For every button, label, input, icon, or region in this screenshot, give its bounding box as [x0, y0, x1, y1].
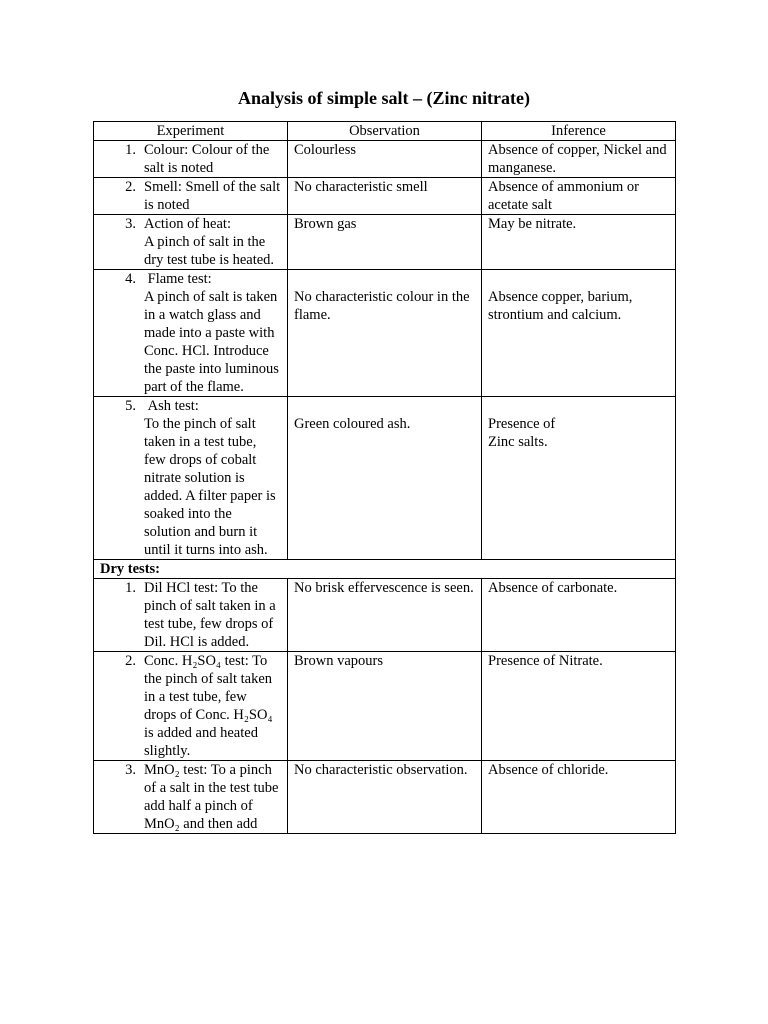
experiment-text	[144, 652, 283, 760]
experiment-content	[100, 761, 283, 833]
experiment-content	[100, 215, 283, 269]
inference-text: May be nitrate.	[488, 216, 577, 232]
header-observation: Observation	[288, 122, 482, 141]
observation-cell	[288, 397, 482, 560]
experiment-text	[144, 141, 283, 177]
table-row	[94, 215, 676, 270]
inference-text: Presence of Zinc salts.	[488, 416, 556, 450]
experiment-cell	[94, 270, 288, 397]
inference-cell	[482, 178, 676, 215]
experiment-cell	[94, 215, 288, 270]
experiment-title: Action of heat:	[144, 216, 231, 232]
experiment-cell	[94, 141, 288, 178]
table-row	[94, 141, 676, 178]
observation-text: Colourless	[294, 142, 357, 158]
experiment-title: Flame test:	[144, 271, 212, 287]
experiment-procedure: To the pinch of salt taken in a test tube, few drops of cobalt nitrate solution is added. A filter paper is soaked into the solution and burn it until it turns into ash.	[144, 416, 276, 558]
observation-cell	[288, 270, 482, 397]
observation-text: No brisk effervescence is seen.	[294, 580, 474, 596]
section-row	[94, 560, 676, 579]
observation-text: No characteristic smell	[294, 179, 428, 195]
observation-text: Green coloured ash.	[294, 416, 411, 432]
experiment-cell	[94, 652, 288, 761]
experiment-text	[144, 270, 283, 396]
experiment-cell	[94, 761, 288, 834]
experiment-title: Conc. H₂SO₄ test: To the pinch of salt taken in a test tube, few drops of Conc. H₂SO₄ is added and heated slightly.	[144, 653, 277, 759]
table-row	[94, 270, 676, 397]
observation-text: No characteristic colour in the flame.	[294, 289, 470, 323]
experiment-content	[100, 270, 283, 396]
observation-cell	[288, 141, 482, 178]
step-number: 2.	[125, 179, 136, 195]
header-experiment: Experiment	[94, 122, 288, 141]
inference-text: Absence copper, barium, strontium and calcium.	[488, 289, 633, 323]
experiment-title: MnO₂ test: To a pinch of a salt in the test tube add half a pinch of MnO₂ and then add	[144, 762, 283, 832]
inference-text: Absence of carbonate.	[488, 580, 618, 596]
experiment-text	[144, 397, 283, 559]
experiment-text	[144, 579, 283, 651]
experiment-procedure: A pinch of salt in the dry test tube is heated.	[144, 234, 275, 268]
header-row	[94, 122, 676, 141]
step-number: 1.	[125, 142, 136, 158]
step-number: 3.	[125, 216, 136, 232]
experiment-text	[144, 761, 283, 833]
step-number: 4.	[125, 271, 136, 287]
experiment-cell	[94, 397, 288, 560]
page-title: Analysis of simple salt – (Zinc nitrate)	[238, 88, 530, 108]
step-number: 5.	[125, 398, 136, 414]
inference-text: Absence of ammonium or acetate salt	[488, 179, 640, 213]
inference-text: Presence of Nitrate.	[488, 653, 603, 669]
inference-cell	[482, 652, 676, 761]
experiment-content	[100, 178, 283, 214]
experiment-content	[100, 397, 283, 559]
observation-cell	[288, 215, 482, 270]
experiment-title: Dil HCl test: To the pinch of salt taken in a test tube, few drops of Dil. HCl is added.	[144, 580, 280, 650]
observation-text: Brown vapours	[294, 653, 384, 669]
experiment-title: Colour: Colour of the salt is noted	[144, 142, 273, 176]
experiment-cell	[94, 178, 288, 215]
inference-cell	[482, 761, 676, 834]
experiment-text	[144, 215, 283, 269]
inference-cell	[482, 397, 676, 560]
table-row	[94, 579, 676, 652]
table-row	[94, 397, 676, 560]
observation-text: Brown gas	[294, 216, 357, 232]
header-inference: Inference	[482, 122, 676, 141]
experiment-content	[100, 141, 283, 177]
experiment-content	[100, 652, 283, 760]
inference-cell	[482, 270, 676, 397]
experiment-cell	[94, 579, 288, 652]
experiment-title: Ash test:	[144, 398, 199, 414]
table-row	[94, 761, 676, 834]
experiment-title: Smell: Smell of the salt is noted	[144, 179, 284, 213]
experiment-content	[100, 579, 283, 651]
experiment-procedure: A pinch of salt is taken in a watch glass and made into a paste with Conc. HCl. Introduce the paste into luminous part of the flame.	[144, 289, 279, 395]
inference-text: Absence of copper, Nickel and manganese.	[488, 142, 667, 176]
observation-text: No characteristic observation.	[294, 762, 468, 778]
inference-cell	[482, 215, 676, 270]
inference-cell	[482, 579, 676, 652]
table-row	[94, 178, 676, 215]
section-heading: Dry tests:	[94, 560, 676, 579]
step-number: 1.	[125, 580, 136, 596]
observation-cell	[288, 178, 482, 215]
inference-text: Absence of chloride.	[488, 762, 609, 778]
inference-cell	[482, 141, 676, 178]
experiment-text	[144, 178, 283, 214]
observation-cell	[288, 652, 482, 761]
table-row	[94, 652, 676, 761]
step-number: 2.	[125, 653, 136, 669]
salt-analysis-table	[93, 121, 676, 834]
observation-cell	[288, 579, 482, 652]
step-number: 3.	[125, 762, 136, 778]
observation-cell	[288, 761, 482, 834]
